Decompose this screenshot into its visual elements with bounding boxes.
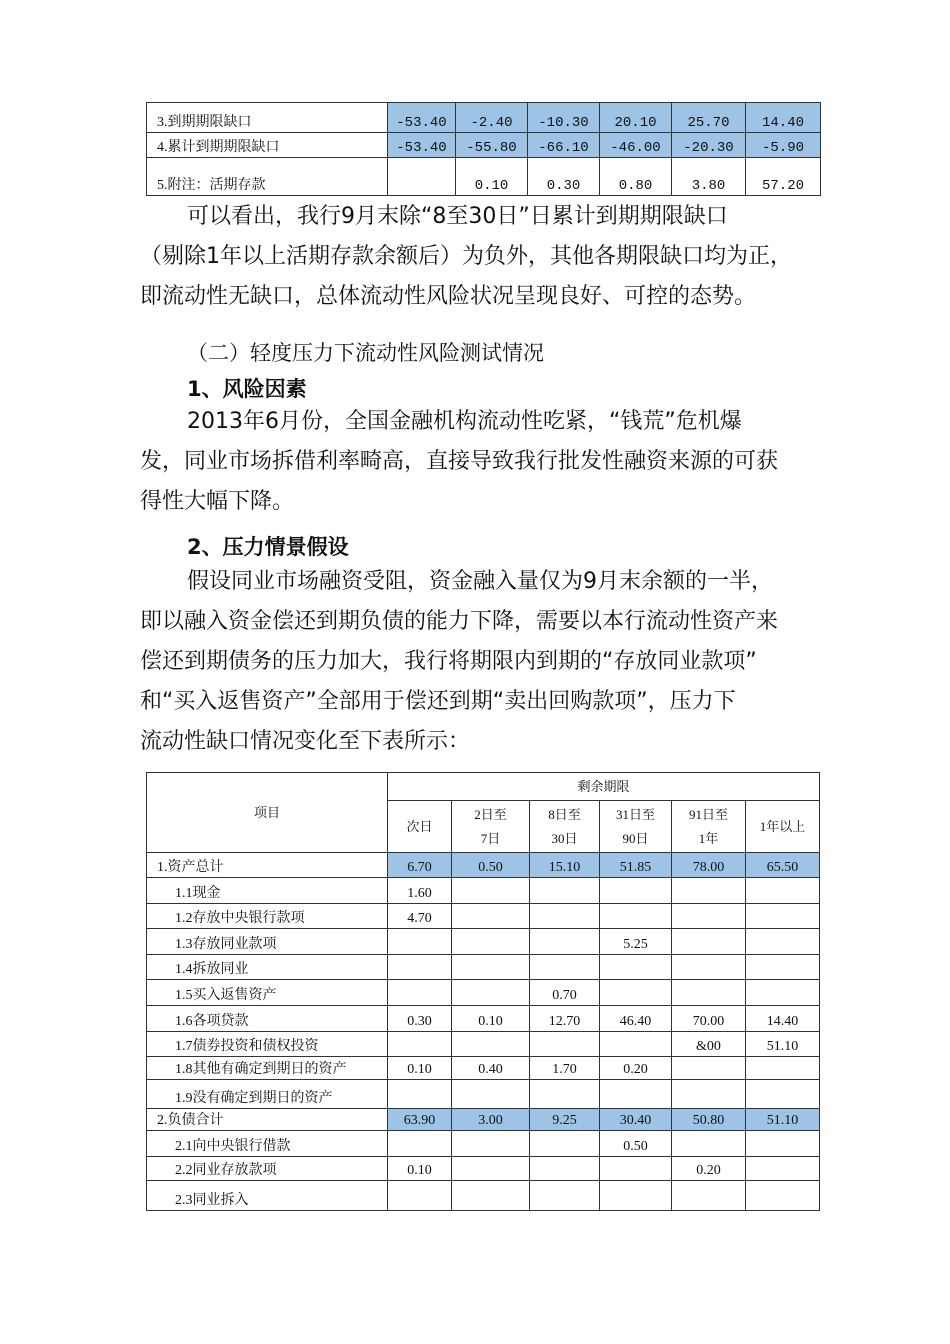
value-cell: -2.40 <box>456 103 528 133</box>
value-cell <box>452 904 530 929</box>
value-cell: -10.30 <box>528 103 600 133</box>
table-row <box>147 980 820 1006</box>
value-cell <box>530 878 600 904</box>
text-line: 得性大幅下降。 <box>140 489 295 514</box>
value-cell <box>672 878 746 904</box>
header-term-line: 31日至 <box>615 806 655 822</box>
row-label: 1.4拆放同业 <box>147 955 388 980</box>
value-cell <box>746 955 820 980</box>
value-cell: -20.30 <box>672 133 746 158</box>
header-term-col <box>600 801 672 853</box>
header-term-col <box>452 801 530 853</box>
value-cell <box>672 955 746 980</box>
table-row <box>147 955 820 980</box>
value-cell <box>452 955 530 980</box>
value-cell <box>452 1131 530 1157</box>
value-cell <box>452 878 530 904</box>
row-label: 3.到期期限缺口 <box>147 103 388 133</box>
value-cell: -5.90 <box>746 133 821 158</box>
value-cell <box>746 1080 820 1109</box>
value-cell: 0.10 <box>452 1006 530 1032</box>
value-cell <box>388 1181 452 1211</box>
text-line: （剔除1年以上活期存款余额后）为负外，其他各期限缺口均为正， <box>140 244 792 269</box>
value-cell <box>600 1080 672 1109</box>
text-line: 和“买入返售资产”全部用于偿还到期“卖出回购款项”，压力下 <box>140 689 736 714</box>
value-cell <box>530 904 600 929</box>
row-label: 1.3存放同业款项 <box>147 929 388 955</box>
text-line: 假设同业市场融资受阻，资金融入量仅为9月末余额的一半， <box>187 569 773 594</box>
value-cell <box>452 1032 530 1057</box>
table-row <box>147 1157 820 1181</box>
value-cell <box>672 1057 746 1080</box>
value-cell: 0.10 <box>388 1057 452 1080</box>
value-cell <box>600 1181 672 1211</box>
value-cell: 57.20 <box>746 158 821 196</box>
value-cell: 0.70 <box>530 980 600 1006</box>
header-term-line: 1年 <box>698 830 719 846</box>
value-cell <box>452 980 530 1006</box>
table-row <box>147 878 820 904</box>
value-cell <box>746 980 820 1006</box>
text-line: 偿还到期债务的压力加大，我行将期限内到期的“存放同业款项” <box>140 649 757 674</box>
paragraph-liquidity-summary <box>140 197 830 317</box>
header-term-line: 90日 <box>622 830 649 846</box>
value-cell: 3.00 <box>452 1109 530 1131</box>
value-cell <box>388 980 452 1006</box>
value-cell <box>746 1157 820 1181</box>
value-cell: 1.60 <box>388 878 452 904</box>
value-cell: 3.80 <box>672 158 746 196</box>
table-row <box>147 1032 820 1057</box>
value-cell <box>746 929 820 955</box>
value-cell <box>746 1131 820 1157</box>
text-line: 即以融入资金偿还到期负债的能力下降，需要以本行流动性资产来 <box>140 609 779 634</box>
value-cell: 51.85 <box>600 853 672 878</box>
row-label: 2.负债合计 <box>147 1109 388 1131</box>
value-cell: 0.30 <box>388 1006 452 1032</box>
value-cell <box>672 904 746 929</box>
row-label: 1.资产总计 <box>147 853 388 878</box>
table-row <box>147 1080 820 1109</box>
row-label: 2.3同业拆入 <box>147 1181 388 1211</box>
paragraph-stress-scenario <box>140 562 830 762</box>
value-cell: 0.40 <box>452 1057 530 1080</box>
text-line: 可以看出，我行9月末除“8至30日”日累计到期期限缺口 <box>187 204 728 229</box>
row-label: 1.5买入返售资产 <box>147 980 388 1006</box>
gap-table-top <box>146 102 821 196</box>
table-row <box>147 103 821 133</box>
value-cell: 5.25 <box>600 929 672 955</box>
table-row <box>147 904 820 929</box>
value-cell <box>530 1181 600 1211</box>
value-cell <box>672 1181 746 1211</box>
heading-risk-factors: 1、风险因素 <box>187 377 307 401</box>
row-label: 5.附注：活期存款 <box>147 158 388 196</box>
value-cell <box>746 878 820 904</box>
value-cell <box>388 158 456 196</box>
header-remaining-term: 剩余期限 <box>388 773 820 801</box>
row-label: 2.1向中央银行借款 <box>147 1131 388 1157</box>
value-cell: 12.70 <box>530 1006 600 1032</box>
value-cell <box>600 955 672 980</box>
value-cell <box>452 1157 530 1181</box>
text-line: 即流动性无缺口，总体流动性风险状况呈现良好、可控的态势。 <box>140 284 757 309</box>
value-cell: 25.70 <box>672 103 746 133</box>
value-cell <box>600 904 672 929</box>
header-term-line: 次日 <box>406 818 433 834</box>
value-cell: 0.20 <box>600 1057 672 1080</box>
value-cell: 0.80 <box>600 158 672 196</box>
row-label: 1.9没有确定到期日的资产 <box>147 1080 388 1109</box>
header-term-col <box>530 801 600 853</box>
value-cell: 46.40 <box>600 1006 672 1032</box>
table-row <box>147 1181 820 1211</box>
value-cell: 6.70 <box>388 853 452 878</box>
value-cell <box>388 955 452 980</box>
value-cell <box>600 1032 672 1057</box>
row-label: 1.7债券投资和债权投资 <box>147 1032 388 1057</box>
header-term-col <box>388 801 452 853</box>
value-cell: 70.00 <box>672 1006 746 1032</box>
table-row <box>147 1057 820 1080</box>
row-label: 4.累计到期期限缺口 <box>147 133 388 158</box>
value-cell: -66.10 <box>528 133 600 158</box>
header-term-line: 30日 <box>551 830 578 846</box>
value-cell <box>388 1131 452 1157</box>
row-label: 2.2同业存放款项 <box>147 1157 388 1181</box>
value-cell <box>600 1157 672 1181</box>
value-cell <box>530 1157 600 1181</box>
value-cell <box>452 1181 530 1211</box>
value-cell: 0.50 <box>600 1131 672 1157</box>
paragraph-risk-factors <box>140 402 830 522</box>
value-cell: -53.40 <box>388 133 456 158</box>
value-cell: -53.40 <box>388 103 456 133</box>
table-row <box>147 929 820 955</box>
value-cell: 4.70 <box>388 904 452 929</box>
value-cell: 51.10 <box>746 1109 820 1131</box>
value-cell <box>530 955 600 980</box>
value-cell: -55.80 <box>456 133 528 158</box>
row-label: 1.1现金 <box>147 878 388 904</box>
table-row <box>147 1006 820 1032</box>
value-cell: 63.90 <box>388 1109 452 1131</box>
text-line: 2013年6月份，全国金融机构流动性吃紧，“钱荒”危机爆 <box>187 409 742 434</box>
value-cell <box>452 1080 530 1109</box>
value-cell <box>530 1131 600 1157</box>
value-cell: 20.10 <box>600 103 672 133</box>
value-cell <box>452 929 530 955</box>
table-row <box>147 133 821 158</box>
value-cell: 0.50 <box>452 853 530 878</box>
value-cell: 78.00 <box>672 853 746 878</box>
table-row <box>147 1131 820 1157</box>
header-term-line: 2日至 <box>474 806 507 822</box>
value-cell: 15.10 <box>530 853 600 878</box>
table-row <box>147 853 820 878</box>
table-row <box>147 158 821 196</box>
row-label: 1.6各项贷款 <box>147 1006 388 1032</box>
table-row <box>147 1109 820 1131</box>
value-cell: 65.50 <box>746 853 820 878</box>
value-cell <box>672 929 746 955</box>
value-cell <box>672 1080 746 1109</box>
value-cell: 30.40 <box>600 1109 672 1131</box>
value-cell: -46.00 <box>600 133 672 158</box>
value-cell: 0.30 <box>528 158 600 196</box>
value-cell: 1.70 <box>530 1057 600 1080</box>
text-line: 流动性缺口情况变化至下表所示： <box>140 729 471 754</box>
stress-test-table <box>146 772 820 1211</box>
header-item: 项目 <box>147 773 388 853</box>
value-cell <box>672 1131 746 1157</box>
value-cell: 51.10 <box>746 1032 820 1057</box>
value-cell <box>530 1080 600 1109</box>
text-line: 发，同业市场拆借利率畸高，直接导致我行批发性融资来源的可获 <box>140 449 779 474</box>
value-cell: &00 <box>672 1032 746 1057</box>
row-label: 1.2存放中央银行款项 <box>147 904 388 929</box>
header-term-col <box>672 801 746 853</box>
value-cell: 0.10 <box>456 158 528 196</box>
header-term-line: 1年以上 <box>759 818 806 834</box>
value-cell: 0.20 <box>672 1157 746 1181</box>
value-cell <box>388 1080 452 1109</box>
value-cell: 9.25 <box>530 1109 600 1131</box>
value-cell <box>746 904 820 929</box>
value-cell <box>600 878 672 904</box>
value-cell <box>746 1181 820 1211</box>
header-term-col <box>746 801 820 853</box>
value-cell <box>672 980 746 1006</box>
section-title: （二）轻度压力下流动性风险测试情况 <box>187 341 544 365</box>
value-cell: 0.10 <box>388 1157 452 1181</box>
header-term-line: 7日 <box>480 830 501 846</box>
header-term-line: 91日至 <box>688 806 728 822</box>
value-cell <box>530 929 600 955</box>
value-cell <box>388 1032 452 1057</box>
heading-stress-scenario: 2、压力情景假设 <box>187 535 349 559</box>
value-cell <box>600 980 672 1006</box>
value-cell <box>388 929 452 955</box>
value-cell <box>530 1032 600 1057</box>
header-term-line: 8日至 <box>548 806 581 822</box>
value-cell: 50.80 <box>672 1109 746 1131</box>
value-cell: 14.40 <box>746 1006 820 1032</box>
value-cell: 14.40 <box>746 103 821 133</box>
value-cell <box>746 1057 820 1080</box>
row-label: 1.8其他有确定到期日的资产 <box>147 1057 388 1080</box>
